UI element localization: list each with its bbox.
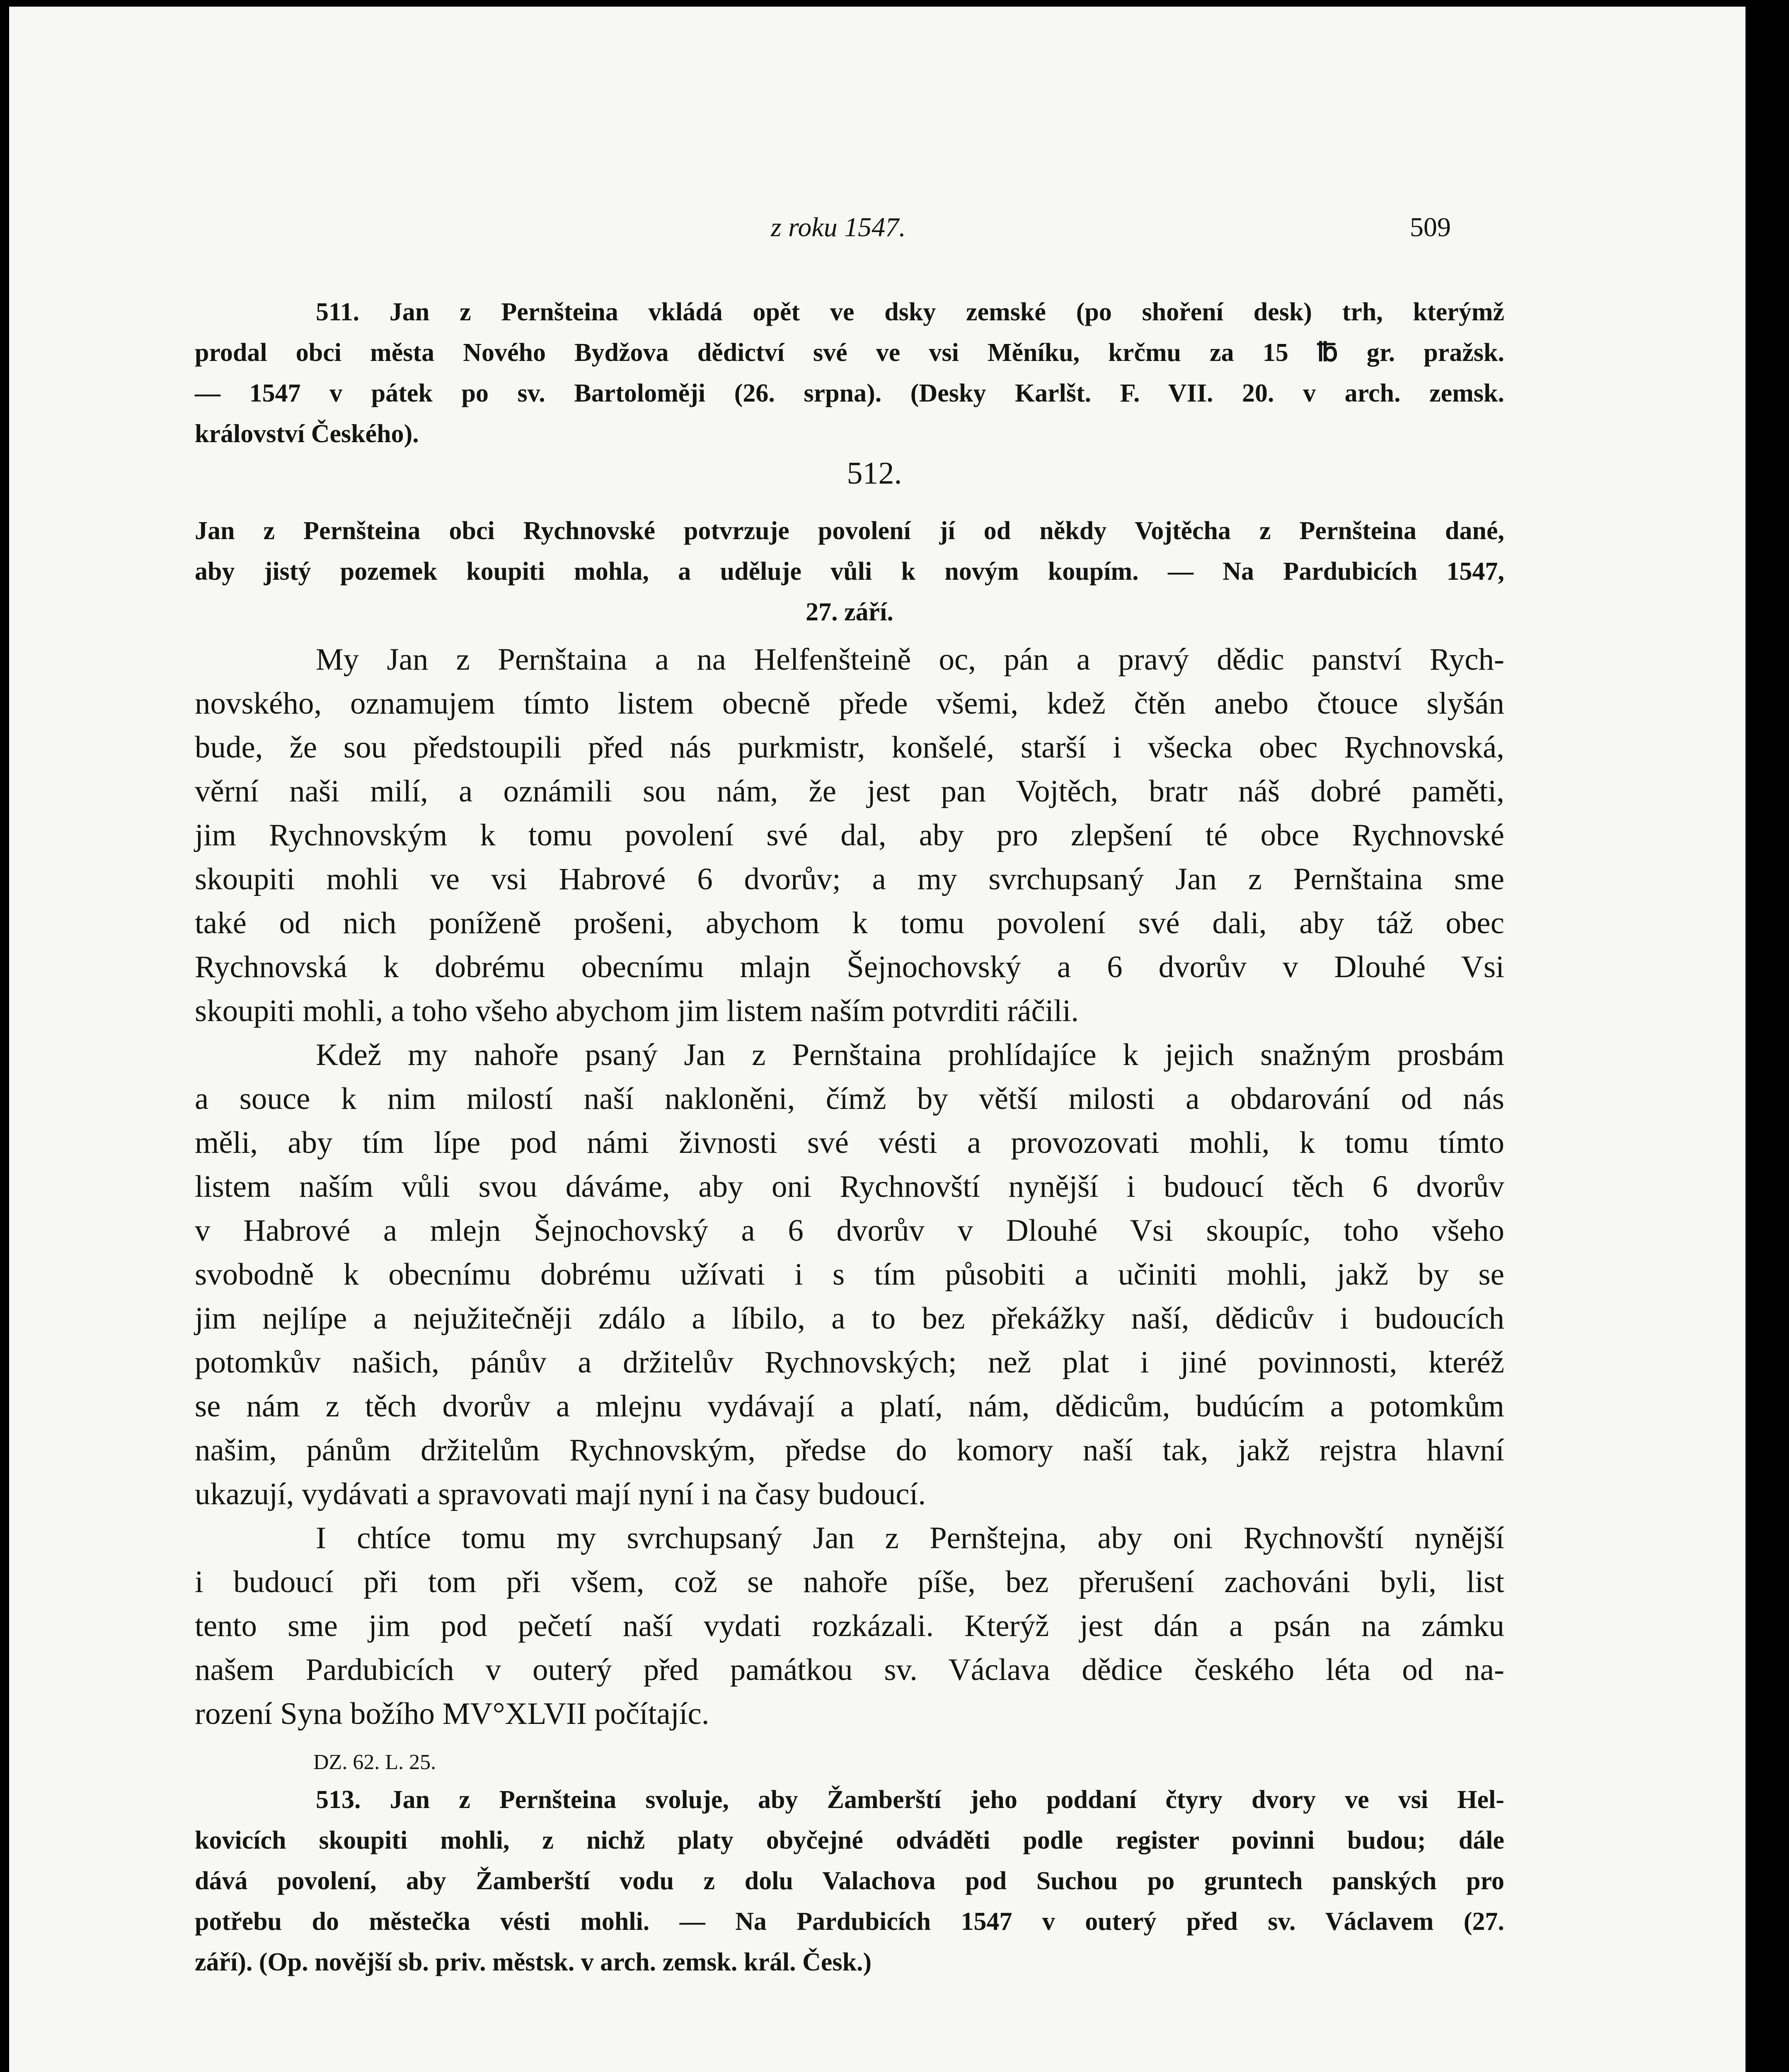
source-citation (195, 1745, 1623, 1780)
entry-513-line: kovicích skoupiti mohli, z nichž platy obyčejné odváděti podle register povinni budou; dále (195, 1826, 1504, 1854)
entry-513-line: září). (Op. novější sb. priv. městsk. v arch. zemsk. král. Česk.) (195, 1948, 872, 1976)
text-line: svobodně k obecnímu dobrému užívati i s tím působiti a učiniti mohli, jakž by se (195, 1257, 1504, 1292)
entry-512-text (195, 638, 1504, 1736)
text-line: tento sme jim pod pečetí naší vydati rozkázali. Kterýž jest dán a psán na zámku (195, 1609, 1504, 1643)
text-line: jim nejlípe a nejužitečněji zdálo a líbilo, a to bez překážky naší, dědicův i budoucích (195, 1301, 1504, 1336)
text-line: a souce k nim milostí naší nakloněni, čímž by větší milosti a obdarování od nás (195, 1082, 1504, 1116)
entry-513-line: potřebu do městečka vésti mohli. — Na Pardubicích 1547 v outerý před sv. Václavem (27. (195, 1907, 1504, 1936)
summary-date: 27. září. (806, 598, 893, 626)
entry-513-line: 513. Jan z Pernšteina svoluje, aby Žamberští jeho poddaní čtyry dvory ve vsi Hel- (316, 1786, 1504, 1814)
text-line: My Jan z Pernštaina a na Helfenšteině oc, pán a pravý dědic panství Rych- (316, 642, 1504, 677)
entry-511 (195, 292, 1504, 454)
entry-513 (195, 1779, 1504, 1982)
entry-number: 511. (316, 298, 360, 326)
entry-512-summary (195, 511, 1504, 632)
text-line: se nám z těch dvorův a mlejnu vydávají a platí, nám, dědicům, budúcím a potomkům (195, 1389, 1504, 1423)
text-line: věrní naši milí, a oznámili sou nám, že jest pan Vojtěch, bratr náš dobré paměti, (195, 774, 1504, 808)
text-line: bude, že sou předstoupili před nás purkmistr, konšelé, starší i všecka obec Rychnovská, (195, 730, 1504, 765)
entry-512-heading (195, 448, 1504, 499)
text-line: novského, oznamujem tímto listem obecně přede všemi, kdež čtěn anebo čtouce slyšán (195, 686, 1504, 721)
text-line: skoupiti mohli, a toho všeho abychom jim listem naším potvrditi ráčili. (195, 994, 1079, 1028)
paragraph-3 (195, 1516, 1504, 1736)
entry-513-line: dává povolení, aby Žamberští vodu z dolu Valachova pod Suchou po gruntech panských pro (195, 1867, 1504, 1895)
text-line: Rychnovská k dobrému obecnímu mlajn Šejnochovský a 6 dvorův v Dlouhé Vsi (195, 950, 1504, 984)
entry-511-line: — 1547 v pátek po sv. Bartoloměji (26. srpna). (Desky Karlšt. F. VII. 20. v arch. zemsk. (195, 379, 1504, 407)
text-line: našim, pánům držitelům Rychnovským, předse do komory naší tak, jakž rejstra hlavní (195, 1433, 1504, 1467)
text-line: také od nich poníženě prošeni, abychom k tomu povolení své dali, aby táž obec (195, 906, 1504, 940)
text-line: i budoucí při tom při všem, což se nahoře píše, bez přerušení zachováni byli, list (195, 1565, 1504, 1599)
text-line: v Habrové a mlejn Šejnochovský a 6 dvorův v Dlouhé Vsi skoupíc, toho všeho (195, 1213, 1504, 1248)
text-line: potomkův našich, pánův a držitelův Rychnovských; než plat i jiné povinnosti, kteréž (195, 1345, 1504, 1380)
text-line: rození Syna božího MV°XLVII počítajíc. (195, 1697, 709, 1731)
text-line: skoupiti mohli ve vsi Habrové 6 dvorův; a my svrchupsaný Jan z Pernštaina sme (195, 862, 1504, 896)
entry-number: 512. (847, 456, 902, 491)
text-line: I chtíce tomu my svrchupsaný Jan z Pernštejna, aby oni Rychnovští nynější (316, 1521, 1504, 1555)
entry-511-line: 511. Jan z Pernšteina vkládá opět ve dsky zemské (po shoření desk) trh, kterýmž (316, 298, 1504, 326)
summary-line: Jan z Pernšteina obci Rychnovské potvrzuje povolení jí od někdy Vojtěcha z Pernšteina dané, (195, 517, 1504, 545)
entry-number: 513. (316, 1786, 361, 1814)
running-title: z roku 1547. (771, 212, 906, 242)
summary-line: aby jistý pozemek koupiti mohla, a uděluje vůli k novým koupím. — Na Pardubicích 1547, (195, 557, 1504, 586)
entry-511-line: království Českého). (195, 420, 419, 448)
paragraph-1 (195, 638, 1504, 1033)
text-line: listem naším vůli svou dáváme, aby oni Rychnovští nynější i budoucí těch 6 dvorův (195, 1169, 1504, 1204)
scanned-page (9, 7, 1745, 2072)
text-line: měli, aby tím lípe pod námi živnosti své vésti a provozovati mohli, k tomu tímto (195, 1126, 1504, 1160)
text-line: Kdež my nahoře psaný Jan z Pernštaina prohlídajíce k jejich snažným prosbám (316, 1038, 1504, 1072)
entry-511-line: prodal obci města Nového Bydžova dědictví své ve vsi Měníku, krčmu za 15 ℔ gr. pražsk. (195, 339, 1504, 367)
page-number: 509 (1410, 212, 1451, 242)
text-line: našem Pardubicích v outerý před památkou sv. Václava dědice českého léta od na- (195, 1653, 1504, 1687)
text-line: ukazují, vydávati a spravovati mají nyní i na časy budoucí. (195, 1477, 926, 1511)
paragraph-2 (195, 1033, 1504, 1516)
source-reference: DZ. 62. L. 25. (313, 1750, 436, 1774)
text-line: jim Rychnovským k tomu povolení své dal, aby pro zlepšení té obce Rychnovské (195, 818, 1504, 852)
